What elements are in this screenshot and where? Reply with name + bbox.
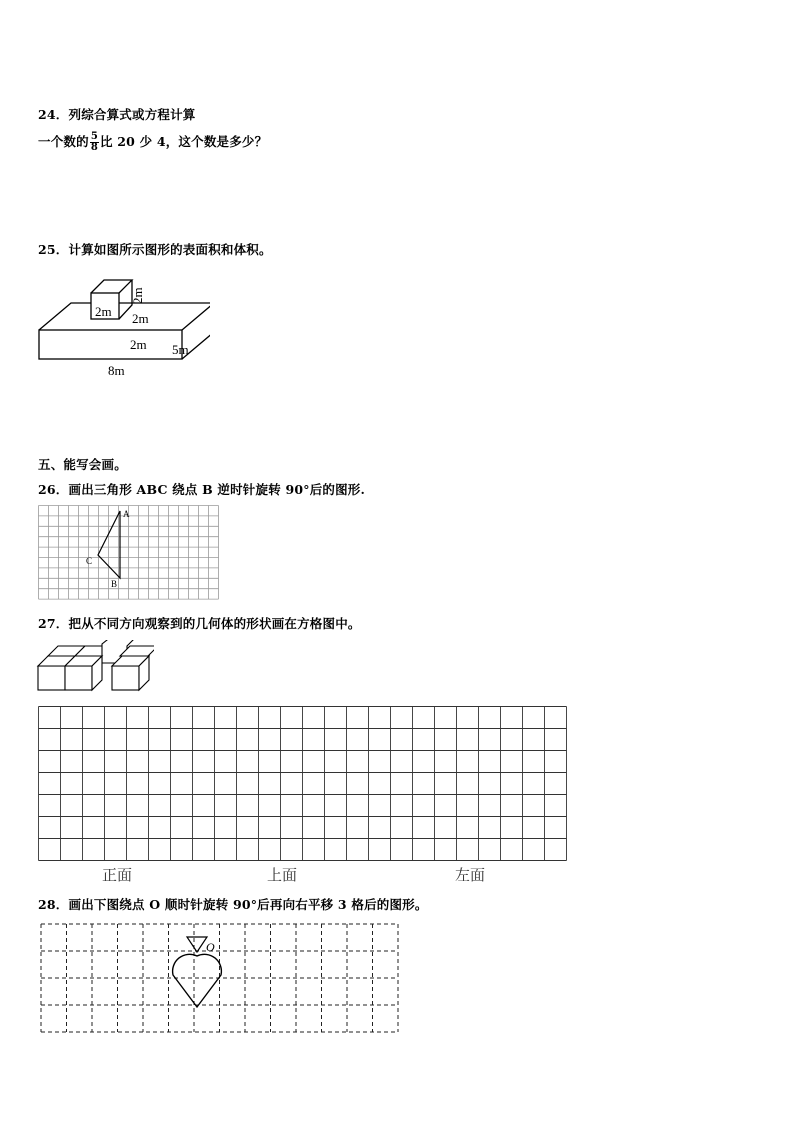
fraction-denominator: 8 — [90, 142, 98, 153]
q24-text-after: 比 20 少 4，这个数是多少？ — [99, 134, 268, 149]
q24-fraction — [90, 132, 99, 153]
section5-title: 五、能写会画。 — [38, 457, 127, 472]
q25-solid-figure — [30, 268, 210, 380]
q27-grid[interactable] — [38, 706, 569, 862]
q26-grid[interactable] — [38, 505, 219, 602]
view-label-left: 左面 — [455, 868, 486, 884]
q25-title: 25．计算如图所示图形的表面积和体积。 — [38, 242, 272, 257]
q24-text — [38, 132, 267, 153]
fraction-numerator: 5 — [90, 131, 98, 142]
label-c: C — [86, 556, 93, 566]
label-small-height: 2m — [130, 287, 145, 304]
view-label-top: 上面 — [267, 868, 298, 884]
heart-shape — [173, 954, 222, 1007]
view-label-front: 正面 — [102, 868, 133, 884]
q24-text-before: 一个数的 — [38, 134, 89, 149]
label-big-depth-top: 2m — [132, 311, 149, 326]
q27-title: 27．把从不同方向观察到的几何体的形状画在方格图中。 — [38, 616, 361, 631]
cube-front — [38, 666, 65, 690]
q24-title: 24．列综合算式或方程计算 — [38, 107, 196, 122]
q27-cube-solid — [34, 640, 154, 696]
label-big-length: 8m — [108, 363, 125, 378]
label-big-height: 2m — [130, 337, 147, 352]
label-a: A — [123, 509, 130, 519]
q28-title: 28．画出下图绕点 O 顺时针旋转 90°后再向右平移 3 格后的图形。 — [38, 897, 428, 912]
point-o-triangle — [187, 937, 207, 952]
cube-front — [65, 666, 92, 690]
q28-dashed-grid[interactable] — [40, 922, 404, 1034]
label-b: B — [111, 579, 118, 589]
big-cuboid-front — [39, 330, 182, 359]
big-cuboid-top — [39, 303, 210, 330]
label-small-front: 2m — [95, 304, 112, 319]
label-big-depth: 5m — [172, 342, 189, 357]
small-cube-top — [91, 280, 132, 293]
label-o: O — [206, 940, 215, 954]
cube-front — [112, 666, 139, 690]
q26-title: 26．画出三角形 ABC 绕点 B 逆时针旋转 90°后的图形. — [38, 482, 366, 497]
